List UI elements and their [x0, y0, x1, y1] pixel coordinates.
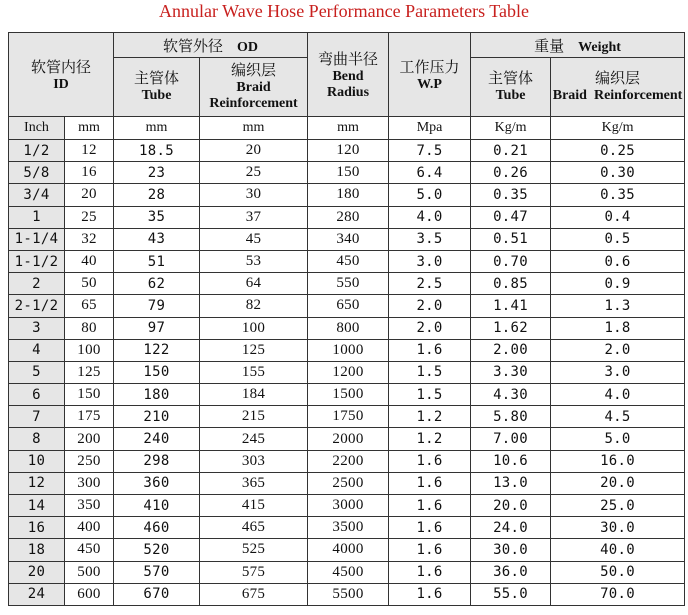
header-weight-en: Weight [578, 39, 621, 55]
table-cell: 0.21 [471, 140, 551, 162]
parameters-table [8, 32, 685, 606]
table-cell: 1 [9, 206, 65, 228]
table-cell: 25 [65, 206, 114, 228]
table-row [9, 472, 685, 494]
table-cell: 18 [9, 539, 65, 561]
table-cell: 3.0 [551, 361, 685, 383]
table-cell: 1500 [308, 384, 389, 406]
table-cell: 155 [200, 361, 308, 383]
table-cell: 45 [200, 228, 308, 250]
table-cell: 600 [65, 583, 114, 605]
table-cell: 450 [65, 539, 114, 561]
table-cell: 0.30 [551, 162, 685, 184]
table-cell: 6.4 [389, 162, 471, 184]
table-row [9, 228, 685, 250]
table-row [9, 583, 685, 605]
table-cell: 1.6 [389, 517, 471, 539]
table-cell: 570 [114, 561, 200, 583]
table-cell: 3.5 [389, 228, 471, 250]
table-cell: 18.5 [114, 140, 200, 162]
table-title: Annular Wave Hose Performance Parameters Table [159, 1, 529, 21]
table-cell: 20 [200, 140, 308, 162]
unit-cell: mm [114, 117, 200, 140]
table-cell: 2.0 [389, 295, 471, 317]
table-cell: 500 [65, 561, 114, 583]
table-row [9, 406, 685, 428]
table-cell: 1.5 [389, 361, 471, 383]
table-cell: 6 [9, 384, 65, 406]
table-cell: 1-1/2 [9, 250, 65, 272]
table-row [9, 317, 685, 339]
table-cell: 0.35 [471, 184, 551, 206]
table-cell: 14 [9, 495, 65, 517]
header-bend-cn: 弯曲半径 [318, 52, 379, 68]
table-cell: 25.0 [551, 495, 685, 517]
unit-cell: mm [65, 117, 114, 140]
header-weight [471, 33, 685, 58]
table-cell: 670 [114, 583, 200, 605]
table-cell: 1.5 [389, 384, 471, 406]
header-working-pressure [389, 33, 471, 117]
table-row [9, 184, 685, 206]
header-od-braid-cn: 编织层 [231, 62, 277, 79]
table-cell: 1.6 [389, 539, 471, 561]
table-cell: 1.41 [471, 295, 551, 317]
table-cell: 2 [9, 273, 65, 295]
table-cell: 28 [114, 184, 200, 206]
table-cell: 1.6 [389, 339, 471, 361]
table-cell: 415 [200, 495, 308, 517]
table-row [9, 250, 685, 272]
header-wt-tube-cn: 主管体 [488, 70, 534, 87]
table-cell: 800 [308, 317, 389, 339]
header-od [114, 33, 308, 58]
table-cell: 245 [200, 428, 308, 450]
table-cell: 525 [200, 539, 308, 561]
table-cell: 23 [114, 162, 200, 184]
table-row [9, 361, 685, 383]
table-cell: 460 [114, 517, 200, 539]
header-od-tube-cn: 主管体 [134, 70, 180, 87]
table-cell: 2200 [308, 450, 389, 472]
table-cell: 37 [200, 206, 308, 228]
table-row [9, 428, 685, 450]
table-cell: 1-1/4 [9, 228, 65, 250]
table-cell: 0.6 [551, 250, 685, 272]
table-cell: 180 [114, 384, 200, 406]
table-cell: 35 [114, 206, 200, 228]
table-cell: 184 [200, 384, 308, 406]
table-cell: 13.0 [471, 472, 551, 494]
table-cell: 0.5 [551, 228, 685, 250]
header-id [9, 33, 114, 117]
table-cell: 2.0 [551, 339, 685, 361]
table-cell: 520 [114, 539, 200, 561]
table-cell: 180 [308, 184, 389, 206]
table-cell: 2000 [308, 428, 389, 450]
header-od-en: OD [237, 39, 259, 55]
header-wt-tube [471, 58, 551, 117]
table-cell: 1000 [308, 339, 389, 361]
table-cell: 303 [200, 450, 308, 472]
table-cell: 5.0 [389, 184, 471, 206]
table-cell: 4.0 [551, 384, 685, 406]
table-row [9, 517, 685, 539]
table-row [9, 539, 685, 561]
table-cell: 2.00 [471, 339, 551, 361]
table-cell: 3000 [308, 495, 389, 517]
table-cell: 4 [9, 339, 65, 361]
table-cell: 32 [65, 228, 114, 250]
table-cell: 4.30 [471, 384, 551, 406]
header-wp-en: W.P [417, 77, 442, 92]
table-row [9, 495, 685, 517]
table-cell: 0.25 [551, 140, 685, 162]
table-cell: 675 [200, 583, 308, 605]
table-cell: 0.47 [471, 206, 551, 228]
table-cell: 12 [9, 472, 65, 494]
table-cell: 5.0 [551, 428, 685, 450]
table-cell: 2.0 [389, 317, 471, 339]
unit-cell: Kg/m [471, 117, 551, 140]
table-cell: 1.2 [389, 406, 471, 428]
header-wp-cn: 工作压力 [399, 60, 460, 76]
table-cell: 1/2 [9, 140, 65, 162]
table-cell: 4.0 [389, 206, 471, 228]
table-cell: 30.0 [471, 539, 551, 561]
table-cell: 10.6 [471, 450, 551, 472]
table-cell: 0.70 [471, 250, 551, 272]
table-cell: 80 [65, 317, 114, 339]
table-cell: 5.80 [471, 406, 551, 428]
table-cell: 2-1/2 [9, 295, 65, 317]
table-row [9, 273, 685, 295]
table-cell: 43 [114, 228, 200, 250]
table-cell: 3 [9, 317, 65, 339]
header-wt-braid [551, 58, 685, 117]
table-cell: 36.0 [471, 561, 551, 583]
table-cell: 5/8 [9, 162, 65, 184]
header-wt-braid-cn: 编织层 [595, 70, 641, 87]
header-wt-braid-en: Braid Reinforcement [552, 87, 683, 103]
table-cell: 79 [114, 295, 200, 317]
table-cell: 1750 [308, 406, 389, 428]
header-bend-en2: Radius [327, 85, 370, 100]
header-od-braid-en2: Reinforcement [209, 95, 298, 111]
table-cell: 62 [114, 273, 200, 295]
table-cell: 5500 [308, 583, 389, 605]
table-cell: 575 [200, 561, 308, 583]
table-cell: 8 [9, 428, 65, 450]
table-cell: 55.0 [471, 583, 551, 605]
table-cell: 0.51 [471, 228, 551, 250]
unit-cell: Inch [9, 117, 65, 140]
table-row [9, 450, 685, 472]
table-cell: 1.62 [471, 317, 551, 339]
header-id-cn: 软管内径 [31, 60, 92, 76]
table-cell: 150 [114, 361, 200, 383]
table-cell: 200 [65, 428, 114, 450]
table-cell: 1.6 [389, 495, 471, 517]
table-row [9, 384, 685, 406]
table-cell: 0.85 [471, 273, 551, 295]
table-cell: 82 [200, 295, 308, 317]
table-cell: 3500 [308, 517, 389, 539]
unit-cell: mm [308, 117, 389, 140]
header-id-en: ID [53, 77, 69, 92]
table-cell: 24 [9, 583, 65, 605]
table-cell: 550 [308, 273, 389, 295]
table-cell: 210 [114, 406, 200, 428]
table-cell: 215 [200, 406, 308, 428]
table-cell: 53 [200, 250, 308, 272]
table-cell: 1.8 [551, 317, 685, 339]
header-bend-en1: Bend [332, 69, 364, 84]
table-cell: 340 [308, 228, 389, 250]
table-cell: 122 [114, 339, 200, 361]
table-cell: 0.4 [551, 206, 685, 228]
table-row [9, 162, 685, 184]
table-cell: 7.00 [471, 428, 551, 450]
table-cell: 1.6 [389, 583, 471, 605]
table-cell: 64 [200, 273, 308, 295]
table-cell: 450 [308, 250, 389, 272]
table-cell: 465 [200, 517, 308, 539]
table-cell: 0.9 [551, 273, 685, 295]
table-cell: 12 [65, 140, 114, 162]
table-cell: 4.5 [551, 406, 685, 428]
header-od-braid [200, 58, 308, 117]
header-od-braid-en1: Braid [236, 79, 271, 95]
units-row [9, 117, 685, 140]
table-cell: 3.30 [471, 361, 551, 383]
table-cell: 4500 [308, 561, 389, 583]
table-cell: 150 [308, 162, 389, 184]
table-row [9, 140, 685, 162]
table-cell: 240 [114, 428, 200, 450]
table-row [9, 561, 685, 583]
header-weight-cn: 重量 [534, 38, 565, 55]
table-cell: 0.35 [551, 184, 685, 206]
table-cell: 410 [114, 495, 200, 517]
table-cell: 65 [65, 295, 114, 317]
table-cell: 24.0 [471, 517, 551, 539]
table-cell: 350 [65, 495, 114, 517]
table-cell: 175 [65, 406, 114, 428]
table-cell: 97 [114, 317, 200, 339]
table-cell: 25 [200, 162, 308, 184]
table-cell: 1.6 [389, 450, 471, 472]
table-cell: 650 [308, 295, 389, 317]
table-cell: 1.6 [389, 561, 471, 583]
table-cell: 3.0 [389, 250, 471, 272]
table-cell: 150 [65, 384, 114, 406]
header-od-tube-en: Tube [141, 87, 172, 103]
table-cell: 1.6 [389, 472, 471, 494]
table-cell: 7.5 [389, 140, 471, 162]
table-cell: 0.26 [471, 162, 551, 184]
table-cell: 51 [114, 250, 200, 272]
table-cell: 10 [9, 450, 65, 472]
unit-cell: Mpa [389, 117, 471, 140]
table-cell: 120 [308, 140, 389, 162]
table-cell: 100 [65, 339, 114, 361]
header-od-tube [114, 58, 200, 117]
table-cell: 16.0 [551, 450, 685, 472]
table-cell: 1.2 [389, 428, 471, 450]
table-cell: 70.0 [551, 583, 685, 605]
table-cell: 50 [65, 273, 114, 295]
table-cell: 40 [65, 250, 114, 272]
table-cell: 300 [65, 472, 114, 494]
table-cell: 100 [200, 317, 308, 339]
table-cell: 20.0 [551, 472, 685, 494]
table-cell: 125 [200, 339, 308, 361]
table-body [9, 140, 685, 606]
table-cell: 16 [9, 517, 65, 539]
table-cell: 20 [65, 184, 114, 206]
table-row [9, 206, 685, 228]
table-cell: 4000 [308, 539, 389, 561]
table-cell: 20 [9, 561, 65, 583]
table-cell: 2.5 [389, 273, 471, 295]
table-row [9, 339, 685, 361]
header-bend-radius [308, 33, 389, 117]
table-cell: 2500 [308, 472, 389, 494]
table-cell: 30.0 [551, 517, 685, 539]
header-wt-tube-en: Tube [495, 87, 526, 103]
table-cell: 125 [65, 361, 114, 383]
table-cell: 250 [65, 450, 114, 472]
table-cell: 30 [200, 184, 308, 206]
table-row [9, 295, 685, 317]
table-cell: 1200 [308, 361, 389, 383]
header-od-cn: 软管外径 [163, 38, 224, 55]
table-cell: 40.0 [551, 539, 685, 561]
table-cell: 365 [200, 472, 308, 494]
table-cell: 1.3 [551, 295, 685, 317]
table-cell: 7 [9, 406, 65, 428]
table-cell: 50.0 [551, 561, 685, 583]
table-cell: 5 [9, 361, 65, 383]
table-cell: 298 [114, 450, 200, 472]
table-cell: 280 [308, 206, 389, 228]
table-cell: 20.0 [471, 495, 551, 517]
table-cell: 3/4 [9, 184, 65, 206]
table-cell: 360 [114, 472, 200, 494]
unit-cell: mm [200, 117, 308, 140]
table-cell: 400 [65, 517, 114, 539]
table-cell: 16 [65, 162, 114, 184]
unit-cell: Kg/m [551, 117, 685, 140]
